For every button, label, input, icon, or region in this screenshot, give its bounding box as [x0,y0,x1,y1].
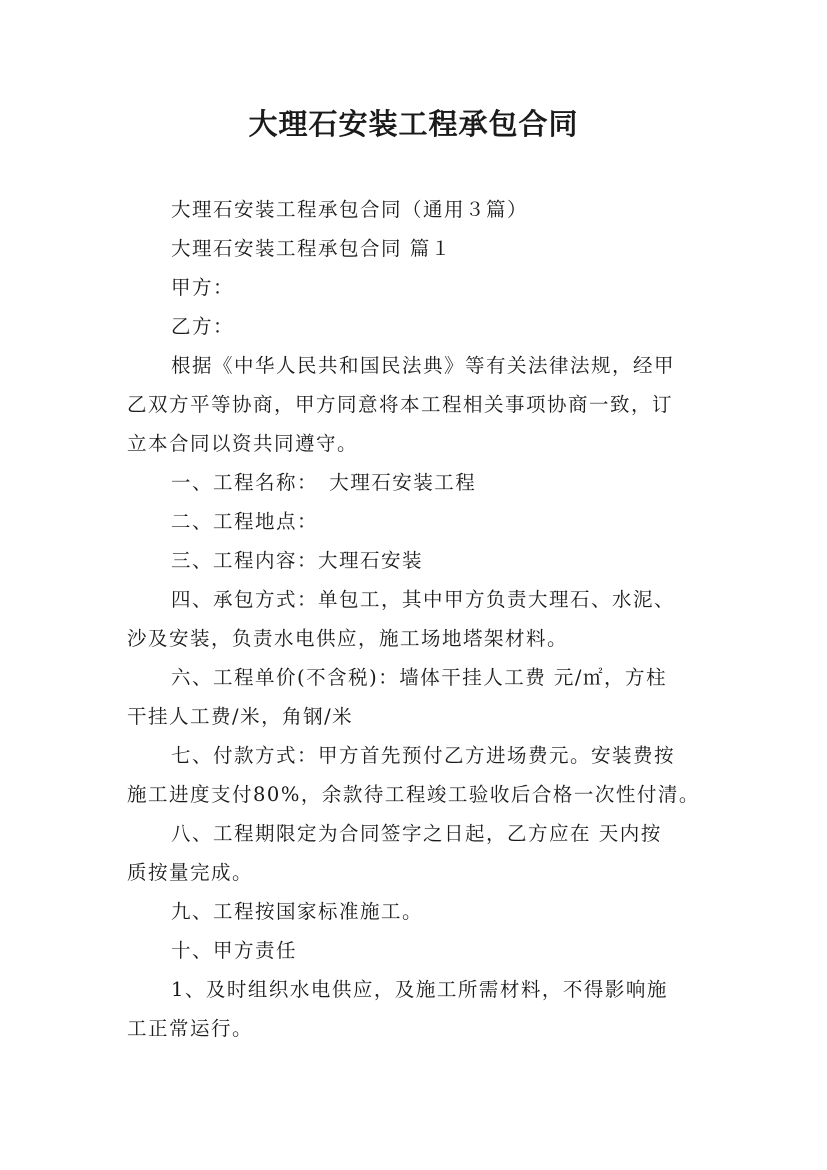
clause-line: 干挂人工费/米，角钢/米 [127,705,354,728]
clause-line: 六、工程单价(不含税)：墙体干挂人工费 元/㎡，方柱 [171,666,667,689]
party-b-line: 乙方： [171,315,235,338]
paragraph-line: 乙双方平等协商，甲方同意将本工程相关事项协商一致，订 [127,393,674,416]
clause-line: 1、及时组织水电供应，及施工所需材料，不得影响施 [171,978,668,1001]
paragraph-line: 立本合同以资共同遵守。 [127,432,359,455]
clause-line: 九、工程按国家标准施工。 [171,900,424,923]
clause-line: 一、工程名称： 大理石安装工程 [171,471,477,494]
clause-line: 十、甲方责任 [171,939,298,962]
subtitle-line: 大理石安装工程承包合同（通用３篇） [171,198,529,221]
party-a-line: 甲方： [171,276,235,299]
clause-line: 三、工程内容：大理石安装 [171,549,424,572]
clause-line: 沙及安装，负责水电供应，施工场地塔架材料。 [127,627,569,650]
clause-line: 八、工程期限定为合同签字之日起，乙方应在 天内按 [171,822,662,845]
section-heading: 大理石安装工程承包合同 篇１ [171,237,452,260]
paragraph-line: 根据《中华人民共和国民法典》等有关法律法规，经甲 [171,354,676,377]
clause-line: 二、工程地点： [171,510,319,533]
clause-line: 质按量完成。 [127,861,254,884]
clause-line: 七、付款方式：甲方首先预付乙方进场费元。安装费按 [171,744,676,767]
clause-line: 四、承包方式：单包工，其中甲方负责大理石、水泥、 [171,588,676,611]
clause-line: 工正常运行。 [127,1017,254,1040]
document-title: 大理石安装工程承包合同 [248,107,579,141]
document-body [127,190,717,1048]
clause-line: 施工进度支付80%，余款待工程竣工验收后合格一次性付清。 [127,783,700,806]
